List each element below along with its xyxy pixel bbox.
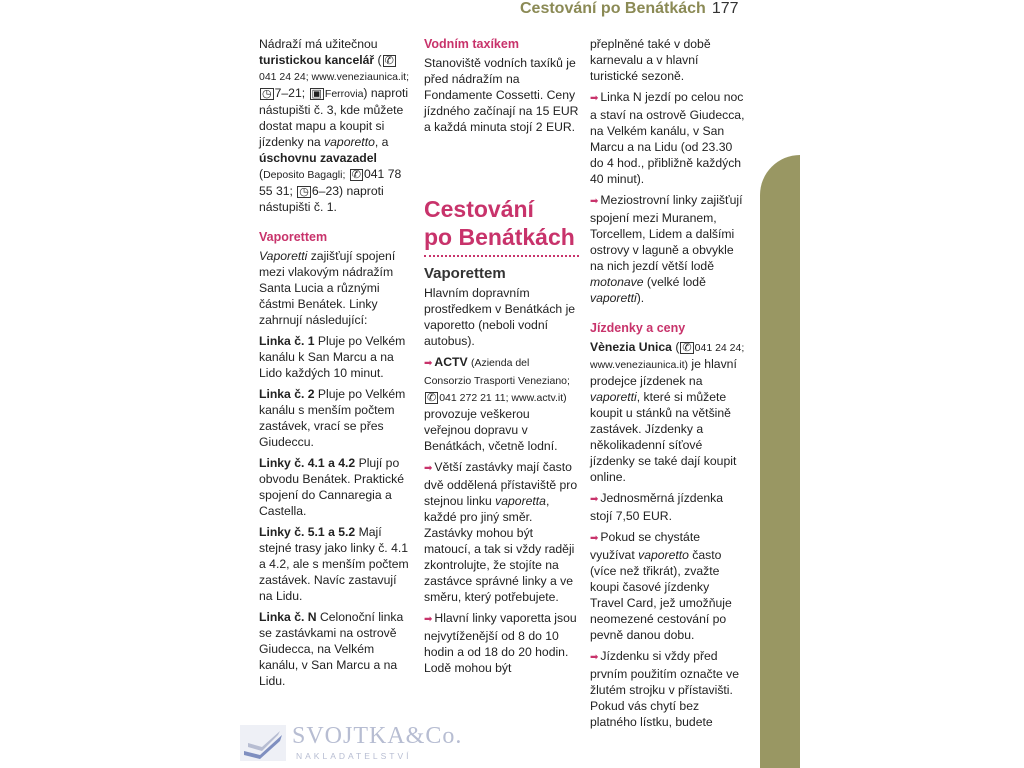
arrow-bullet-icon: ➡ <box>590 533 599 544</box>
chapter-title: Cestování po Benátkách <box>424 196 575 250</box>
line-1: Linka č. 1 Pluje po Velkém kanálu k San Marcu a na Lido každých 10 minut. <box>259 334 406 380</box>
logo-subtitle: NAKLADATELSTVÍ <box>296 751 412 761</box>
title-divider <box>424 255 579 257</box>
phone-icon: ✆ <box>351 169 361 181</box>
arrow-bullet-icon: ➡ <box>590 93 599 104</box>
bullet-stops: ➡ Větší zastávky mají často dvě oddělená přístaviště pro stejnou linku vaporetta, každé pro jiný směr. Zastávky mohou být matoucí, a tak si vždy raději zkontrolujte, že stojíte na zastávce správné linky a ve směru, který potřebujete. <box>424 460 578 604</box>
bullet-single-ticket: ➡ Jednosměrná jízdenka stojí 7,50 EUR. <box>590 491 724 523</box>
line-4: Linky č. 4.1 a 4.2 Plují po obvodu Benátek. Praktické spojení do Cannaregia a Castella. <box>259 456 404 518</box>
arrow-bullet-icon: ➡ <box>424 463 433 474</box>
bullet-validate: ➡ Jízdenku si vždy před prvním použitím označte ve žlutém strojku v přístavišti. Pokud vás chytí bez platného lístku, budete <box>590 649 740 729</box>
arrow-bullet-icon: ➡ <box>424 358 433 369</box>
section-tickets: Jízdenky a ceny <box>590 321 686 335</box>
crowding-text: přeplněné také v době karnevalu a v hlavní turistické sezoně. <box>590 37 711 83</box>
vaporetti-intro: Vaporetti zajišťují spojení mezi vlakovým nádražím Santa Lucia a různými částmi Benátek. Linky zahrnují následující: <box>259 249 396 327</box>
section-water-taxi: Vodním taxíkem <box>424 37 519 51</box>
chapter-tab <box>760 155 800 768</box>
logo-name: SVOJTKA&Co. <box>292 723 463 749</box>
header-title: Cestování po Benátkách <box>520 0 706 17</box>
station-icon: ▣ <box>311 88 322 100</box>
clock-icon: ◷ <box>262 88 272 100</box>
bullet-actv: ➡ ACTV (Azienda del Consorzio Trasporti Veneziano;✆ 041 272 21 11; www.actv.it) provozuje veškerou veřejnou dopravu v Benátkách, včetně lodní. <box>424 355 570 453</box>
page-number: 177 <box>711 0 739 17</box>
line-2: Linka č. 2 Pluje po Velkém kanálu s menším počtem zastávek, vrací se přes Giudeccu. <box>259 387 406 449</box>
bullet-peak-hours: ➡ Hlavní linky vaporetta jsou nejvytíženější od 8 do 10 hodin a od 18 do 20 hodin. Lodě mohou být <box>424 611 577 675</box>
column-3 <box>590 36 745 735</box>
running-header <box>520 0 760 22</box>
line-5: Linky č. 5.1 a 5.2 Mají stejné trasy jako linky č. 4.1 a 4.2, ale s menším počtem zastávek. Navíc zastavují na Lidu. <box>259 525 409 603</box>
bullet-travel-card: ➡ Pokud se chystáte využívat vaporetto často (více než třikrát), zvažte koupi časové jízdenky Travel Card, jež umožňuje neomezené cestování po pevně danou dobu. <box>590 530 732 642</box>
column-2 <box>424 36 579 681</box>
clock-icon: ◷ <box>299 186 309 198</box>
arrow-bullet-icon: ➡ <box>424 614 433 625</box>
vaporetto-main-text: Hlavním dopravním prostředkem v Benátkách je vaporetto (neboli vodní autobus). <box>424 286 576 348</box>
line-n: Linka č. N Celonoční linka se zastávkami na ostrově Giudecca, na Velkém kanálu, v San Marcu a na Lidu. <box>259 610 404 688</box>
water-taxi-text: Stanoviště vodních taxíků je před nádražím na Fondamente Cossetti. Ceny jízdného začínají na 15 EUR a každá minuta stojí 2 EUR. <box>424 56 579 134</box>
phone-icon: ✆ <box>384 55 394 67</box>
bullet-inter-island: ➡ Meziostrovní linky zajišťují spojení mezi Muranem, Torcellem, Lidem a dalšími ostrovy v laguně a obvykle na nich jezdí větší lodě motonave (velké lodě vaporetti). <box>590 193 743 305</box>
arrow-bullet-icon: ➡ <box>590 196 599 207</box>
arrow-bullet-icon: ➡ <box>590 494 599 505</box>
section-vaporettem: Vaporettem <box>259 230 328 244</box>
arrow-bullet-icon: ➡ <box>590 652 599 663</box>
logo-mark-icon <box>240 725 286 761</box>
section-heading-vaporettem: Vaporettem <box>424 265 506 282</box>
column-1 <box>259 36 413 694</box>
phone-icon: ✆ <box>427 392 437 404</box>
bullet-line-n: ➡ Linka N jezdí po celou noc a staví na ostrově Giudecca, na Velkém kanálu, v San Marcu a na Lidu (od 23.30 do 4 hod., přibližně každých 40 minut). <box>590 90 745 186</box>
venezia-unica-text: Vènezia Unica ( ✆ 041 24 24; www.veneziaunica.it) je hlavní prodejce jízdenek na vaporetti, které si můžete koupit u stánků na většině zastávek. Jízdenky a několikadenní síťové jízdenky se také dají koupit online. <box>590 340 745 484</box>
station-intro: Nádraží má užitečnou turistickou kancelář ( ✆041 24 24; www.veneziaunica.it; ◷ 7–21; ▣ Ferrovia) naproti nástupišti č. 3, kde můžete dostat mapu a koupit si jízdenky na vaporetto, a úschovnu zavazadel (Deposito Bagagli; ✆ 041 78 55 31; ◷ 6–23) naproti nástupišti č. 1. <box>259 37 410 214</box>
publisher-logo <box>240 723 480 763</box>
phone-icon: ✆ <box>682 342 692 354</box>
